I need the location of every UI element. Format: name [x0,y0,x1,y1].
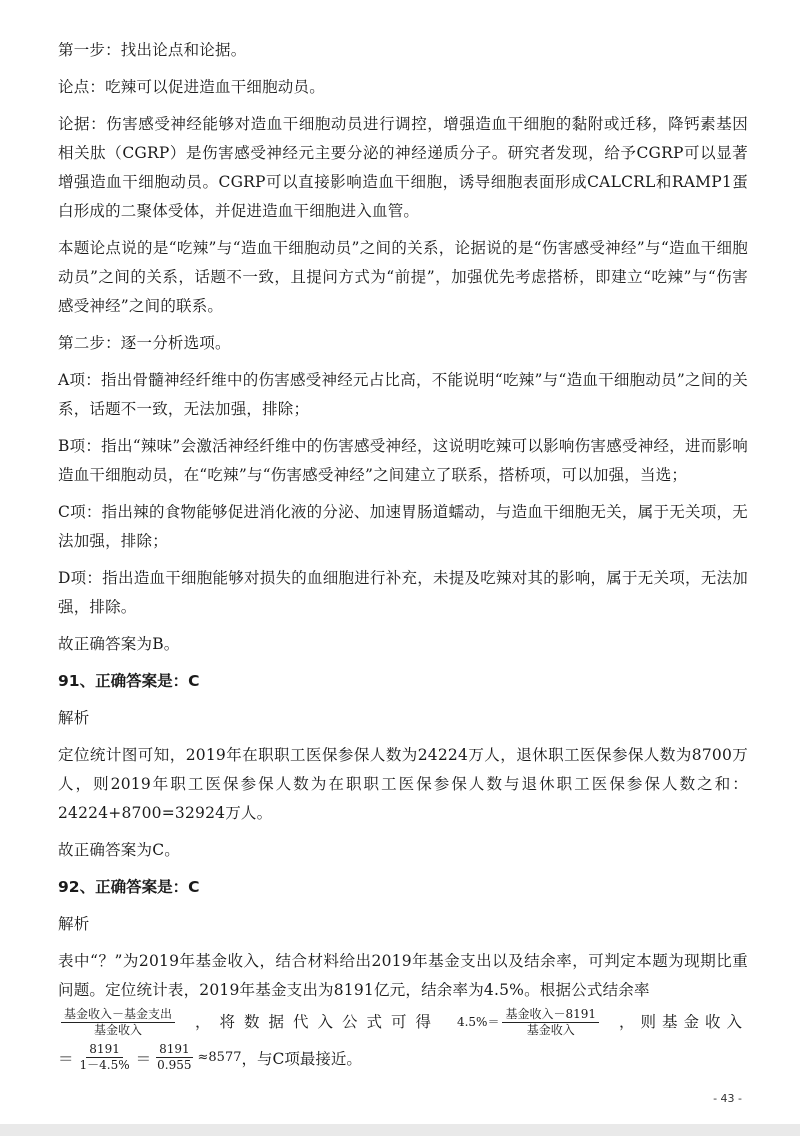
q91-heading: 91、正确答案是：C [58,672,200,690]
argument-evidence: 论据：伤害感受神经能够对造血干细胞动员进行调控，增强造血干细胞的黏附或迁移，降钙素基因相关肽（CGRP）是伤害感受神经元主要分泌的神经递质分子。研究者发现，给予CGRP可以显著增强造血干细胞动员。CGRP可以直接影响造血干细胞，诱导细胞表面形成CALCRL和RAMP1蛋白形成的二聚体受体，并促进造血干细胞进入血管。 [58,115,748,220]
answer-90: 故正确答案为B。 [58,635,180,653]
step-one: 第一步：找出论点和论据。 [58,41,247,59]
q92-end-text: ，则基金收入 [618,1013,748,1031]
q91-body: 定位统计图可知，2019年在职职工医保参保人数为24224万人，退休职工医保参保人数为8700万人，则2019年职工医保参保人数为在职职工医保参保人数与退休职工医保参保人数之和：24224+8700=32924万人。 [58,746,748,822]
analysis-paragraph: 本题论点说的是“吃辣”与“造血干细胞动员”之间的关系，论据说的是“伤害感受神经”与“造血干细胞动员”之间的关系，话题不一致，且提问方式为“前提”，加强优先考虑搭桥，即建立“吃辣”与“伤害感受神经”之间的联系。 [58,239,748,315]
fraction-surplus-rate: $\frac{\text{基金收入－基金支出}}{\text{基金收入}}$ [61,1007,175,1038]
option-b: B项：指出“辣味”会激活神经纤维中的伤害感受神经，这说明吃辣可以影响伤害感受神经，进而影响造血干细胞动员，在“吃辣”与“伤害感受神经”之间建立了联系，搭桥项，可以加强，当选； [58,437,748,484]
q91-label: 解析 [58,709,90,727]
q92-heading: 92、正确答案是：C [58,878,200,896]
q92-body: 表中“？”为2019年基金收入，结合材料给出2019年基金支出以及结余率，可判定本题为现期比重问题。定位统计表，2019年基金支出为8191亿元，结余率为4.5%。根据公式结余率 [58,952,748,999]
fraction-income-2: $\frac{8191}{0.955}$ [157,1042,192,1072]
page-number: - 43 - [713,1092,742,1105]
step-two: 第二步：逐一分析选项。 [58,334,231,352]
q92-tail: ，与C项最接近。 [241,1049,362,1068]
option-d: D项：指出造血干细胞能够对损失的血细胞进行补充，未提及吃辣对其的影响，属于无关项，无法加强，排除。 [58,569,748,616]
q92-result-line: ＝ $\frac{8191}{1-4.5\%}$ ＝ $\frac{8191}{0.955}$ ≈8577 ，与C项最接近。 [58,1042,362,1072]
fraction-income-1: $\frac{8191}{1-4.5\%}$ [79,1042,130,1072]
document-page [58,36,748,1073]
q92-formula-line [58,1007,748,1038]
page-bottom-edge [0,1124,800,1136]
argument-claim: 论点：吃辣可以促进造血干细胞动员。 [58,78,325,96]
q92-mid-text: ，将数据代入公式可得 [194,1013,440,1031]
q91-answer: 故正确答案为C。 [58,841,180,859]
option-a: A项：指出骨髓神经纤维中的伤害感受神经元占比高，不能说明“吃辣”与“造血干细胞动员”之间的关系，话题不一致，无法加强，排除； [58,371,748,418]
q92-formula-2: 4.5%＝ $\frac{\text{基金收入－8191}}{\text{基金收入}}$ [457,1007,602,1038]
q92-label: 解析 [58,915,90,933]
option-c: C项：指出辣的食物能够促进消化液的分泌、加速胃肠道蠕动，与造血干细胞无关，属于无关项，无法加强，排除； [58,503,748,550]
